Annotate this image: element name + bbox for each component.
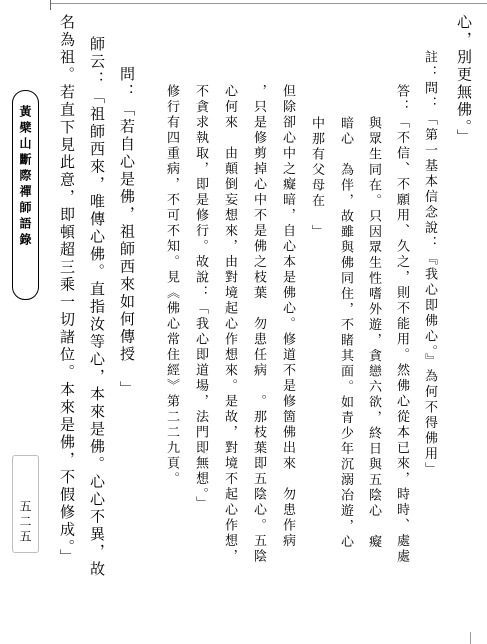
text-column-11: 修行有四重病，不可不知。見《佛心常住經》第二二九頁。: [164, 84, 179, 487]
text-column-12: 問：「若自心是佛，祖師西來如何傳授 」: [118, 66, 136, 399]
text-column-7: 但除卻心中之癡暗，自心本是佛心。修道不是修箇佛出來 勿患作病: [280, 84, 295, 549]
text-column-14: 名為祖。若直下見此意，即頓超三乘一切諸位。本來是佛，不假修成。」: [58, 14, 76, 567]
bottom-margin-mark: [470, 632, 471, 644]
text-column-6: 中那有父母在 」: [309, 116, 324, 240]
text-column-2: 註：問：「第一基本信念說：『我心即佛心。』為何不得佛用」: [422, 50, 437, 478]
text-column-4: 與眾生同在。只因眾生性嗜外遊，貪戀六欲，終日與五陰心 癡: [366, 116, 381, 550]
text-column-13: 師云：「祖師西來，唯傳心佛。直指汝等心，本來是佛。心心不異，故: [88, 36, 106, 579]
text-column-8: ，只是修剪掉心中不是佛之枝葉 勿患任病 。那枝葉即五陰心。五陰: [251, 84, 266, 565]
book-title-tab: [12, 90, 39, 300]
page-number: 五二五: [18, 500, 32, 545]
top-rule: [50, 3, 487, 4]
text-column-1: 心，別更無佛。」: [455, 14, 473, 147]
book-title: 黃檗山斷際禪師語錄: [18, 105, 32, 249]
text-column-5: 暗心 為伴，故雖與佛同住，不睹其面。如青少年沉溺冶遊，心: [338, 116, 353, 550]
top-margin-mark: [50, 0, 51, 10]
page-number-tab: [12, 455, 39, 553]
text-column-3: 答：「不信、不願用、久之，則不能用。然佛心從本已來，時時、處處: [394, 84, 409, 565]
text-column-10: 不貪求執取，即是修行。故說：「我心即道場，法門即無想。」: [193, 84, 208, 512]
text-column-9: 心何來 由顛倒妄想來，由對境起心作想來。是故，對境不起心作想，: [222, 84, 237, 565]
